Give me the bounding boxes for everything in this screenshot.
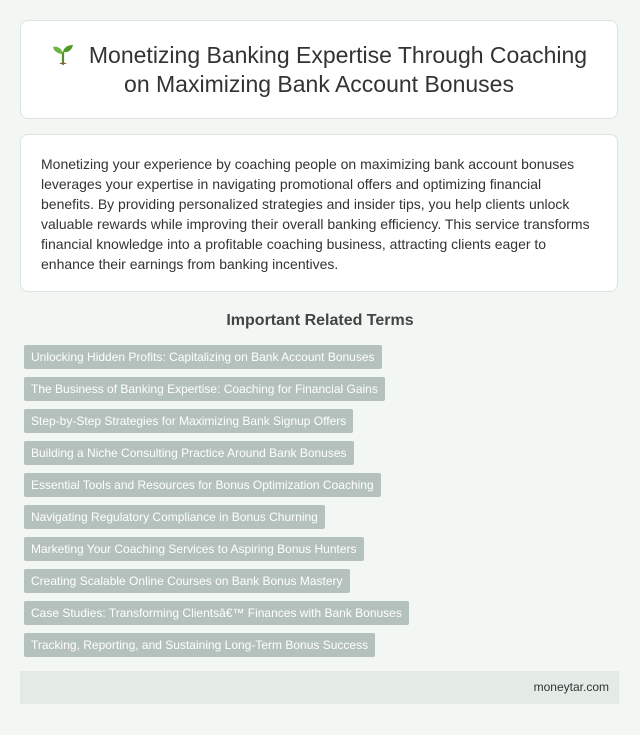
related-term-tag[interactable]: The Business of Banking Expertise: Coaching for Financial Gains: [24, 377, 385, 401]
footer-site-link[interactable]: moneytar.com: [533, 680, 609, 694]
related-terms-heading: Important Related Terms: [226, 312, 414, 329]
related-term-tag[interactable]: Creating Scalable Online Courses on Bank Bonus Mastery: [24, 569, 350, 593]
related-term-tag[interactable]: Tracking, Reporting, and Sustaining Long-Term Bonus Success: [24, 633, 375, 657]
related-term-tag[interactable]: Marketing Your Coaching Services to Aspiring Bonus Hunters: [24, 537, 364, 561]
summary-text: Monetizing your experience by coaching people on maximizing bank account bonuses leverages your expertise in navigating promotional offers and optimizing financial benefits. By providing personalized strategies and insider tips, you help clients unlock valuable rewards while improving their overall banking efficiency. This service transforms financial knowledge into a profitable coaching business, attracting clients eager to enhance their earnings from banking incentives.: [41, 156, 590, 272]
page-title: [21, 41, 617, 99]
related-terms-list: [24, 345, 409, 665]
related-term-tag[interactable]: Building a Niche Consulting Practice Around Bank Bonuses: [24, 441, 354, 465]
related-term-tag[interactable]: Unlocking Hidden Profits: Capitalizing on Bank Account Bonuses: [24, 345, 382, 369]
related-term-tag[interactable]: Step-by-Step Strategies for Maximizing Bank Signup Offers: [24, 409, 353, 433]
footer: [20, 671, 619, 704]
related-term-tag[interactable]: Navigating Regulatory Compliance in Bonus Churning: [24, 505, 325, 529]
title-card: [20, 20, 618, 119]
page-title-text: Monetizing Banking Expertise Through Coaching on Maximizing Bank Account Bonuses: [88, 41, 588, 97]
sprout-icon: [51, 42, 75, 66]
related-term-tag[interactable]: Essential Tools and Resources for Bonus Optimization Coaching: [24, 473, 381, 497]
related-term-tag[interactable]: Case Studies: Transforming Clientsâ€™ Finances with Bank Bonuses: [24, 601, 409, 625]
summary-card: [20, 134, 618, 292]
